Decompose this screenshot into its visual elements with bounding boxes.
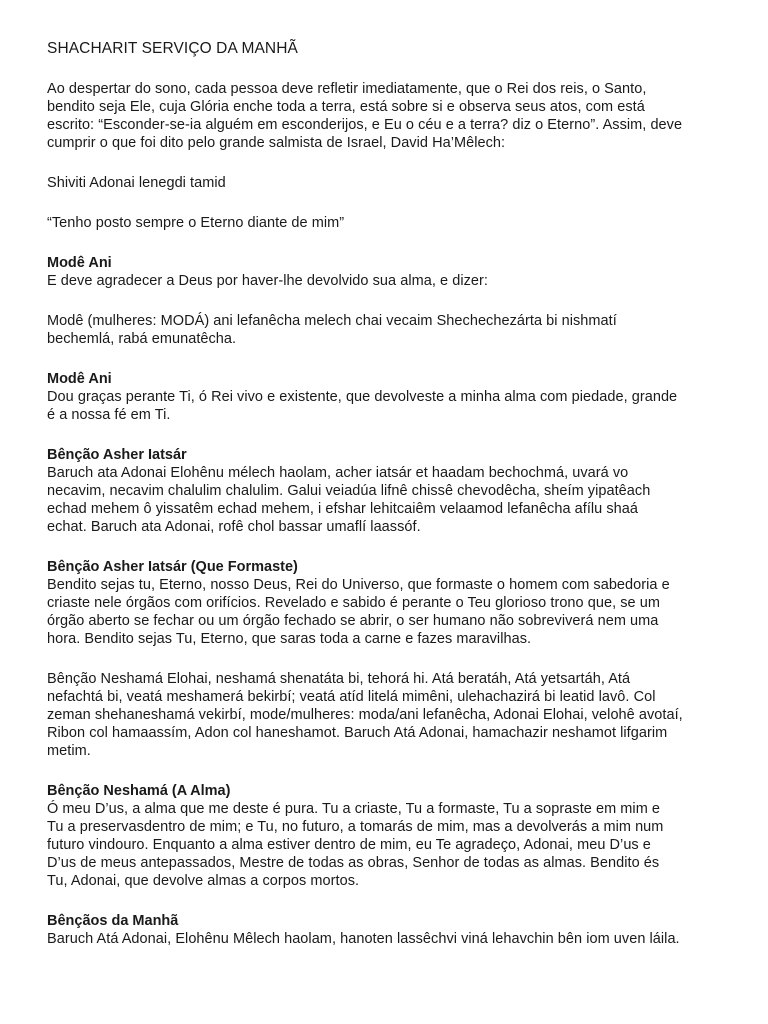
section-mode-ani-translation	[47, 370, 737, 424]
shiviti-block	[47, 174, 737, 192]
intro-paragraph: Ao despertar do sono, cada pessoa deve refletir imediatamente, que o Rei dos reis, o Santo, bendito seja Ele, cuja Glória enche toda a terra, está sobre si e observa seus atos, com está escrito: “Esconder-se-ia alguém em esconderijos, e Eu o céu e a terra? diz o Eterno”. Assim, deve cumprir o que foi dito pelo grande salmista de Israel, David Ha’Mêlech:	[47, 81, 683, 151]
section-text: Modê (mulheres: MODÁ) ani lefanêcha melech chai vecaim Shechechezárta bi nishmatí bechemlá, rabá emunatêcha.	[47, 313, 617, 347]
section-bencaos-da-manha	[47, 912, 737, 948]
document-page	[47, 40, 737, 970]
shiviti-line: Shiviti Adonai lenegdi tamid	[47, 175, 226, 191]
section-text: Ó meu D’us, a alma que me deste é pura. Tu a criaste, Tu a formaste, Tu a sopraste em mim e Tu a preservasdentro de mim; e Tu, no futuro, a tomarás de mim, mas a devolverás a mim num futuro vindouro. Enquanto a alma estiver dentro de mim, eu Te agradeço, Adonai, meu D’us e D’us de meus antepassados, Mestre de todas as obras, Senhor de todas as almas. Bendito és Tu, Adonai, que devolve almas a corpos mortos.	[47, 801, 664, 889]
section-text: Bendito sejas tu, Eterno, nosso Deus, Rei do Universo, que formaste o homem com sabedoria e criaste nele órgãos com orifícios. Revelado e sabido é perante o Teu glorioso trono que, se um órgão aberto se fechar ou um órgão fechado se abrir, o ser humano não sobreviverá nem uma hora. Bendito sejas Tu, Eterno, que saras toda a carne e fazes maravilhas.	[47, 577, 670, 647]
section-text: Bênção Neshamá Elohai, neshamá shenatáta bi, tehorá hi. Atá beratáh, Atá yetsartáh, Atá nefachtá bi, veatá meshamerá bekirbí; veatá atíd litelá mimêni, ulehachazirá bi leatid lavô. Col zeman shehaneshamá vekirbí, mode/mulheres: moda/ani lefanêcha, Adonai Elohai, velohê avotaí, Ribon col hamaassím, Adon col haneshamot. Baruch Atá Adonai, hamachazir neshamot lifgarim metim.	[47, 671, 683, 759]
document-title: SHACHARIT SERVIÇO DA MANHÃ	[47, 40, 298, 57]
section-heading: Bênção Asher Iatsár	[47, 447, 187, 463]
section-neshama-transliteration	[47, 670, 737, 760]
shiviti-translation: “Tenho posto sempre o Eterno diante de mim”	[47, 215, 345, 231]
section-text: Baruch Atá Adonai, Elohênu Mêlech haolam, hanoten lassêchvi viná lehavchin bên iom uven láila.	[47, 931, 680, 947]
section-text: Dou graças perante Ti, ó Rei vivo e existente, que devolveste a minha alma com piedade, grande é a nossa fé em Ti.	[47, 389, 678, 423]
section-neshama	[47, 782, 737, 890]
section-mode-ani-transliteration	[47, 312, 737, 348]
section-asher-iatsar-translation	[47, 558, 737, 648]
intro-block	[47, 80, 737, 152]
section-heading: Modê Ani	[47, 255, 112, 271]
section-asher-iatsar	[47, 446, 737, 536]
section-heading: Bênção Asher Iatsár (Que Formaste)	[47, 559, 298, 575]
section-mode-ani	[47, 254, 737, 290]
section-heading: Bênçãos da Manhã	[47, 913, 179, 929]
section-text: E deve agradecer a Deus por haver-lhe devolvido sua alma, e dizer:	[47, 273, 488, 289]
section-heading: Modê Ani	[47, 371, 112, 387]
section-heading: Bênção Neshamá (A Alma)	[47, 783, 231, 799]
shiviti-translation-block	[47, 214, 737, 232]
section-text: Baruch ata Adonai Elohênu mélech haolam, acher iatsár et haadam bechochmá, uvará vo necavim, necavim chalulim chalulim. Galui veiadúa lifnê chissê chevodêcha, sheím yipatêach echad mehem ô yissatêm echad mehem, i efshar lehitcaiêm velaamod lefanêcha afílu shaá echat. Baruch ata Adonai, rofê chol bassar umaflí laassóf.	[47, 465, 651, 535]
